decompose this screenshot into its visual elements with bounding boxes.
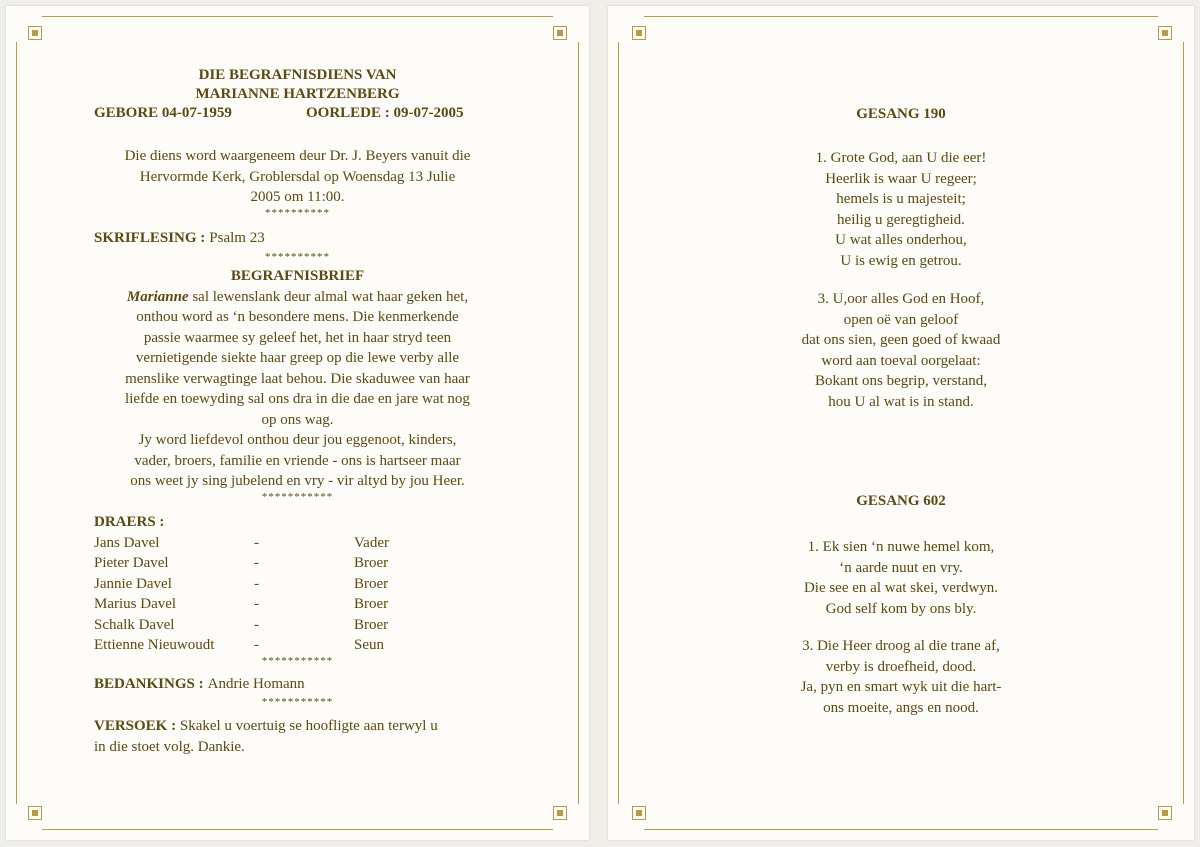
corner-ornament-icon — [28, 806, 42, 820]
bearers-section — [94, 512, 589, 656]
letter-line: ons weet jy sing jubelend en vry - vir altyd by jou Heer. — [130, 473, 465, 489]
verse-line: ‘n aarde nuut en vry. — [839, 559, 963, 576]
letter-line: vernietigende siekte haar greep op die lewe verby alle — [135, 350, 460, 366]
verse-line: Heerlik is waar U regeer; — [825, 170, 977, 187]
request-text: Skakel u voertuig se hoofligte aan terwyl u — [179, 718, 438, 734]
verse-line: 3. U,oor alles God en Hoof, — [817, 291, 985, 307]
bearer-dash: - — [254, 637, 259, 653]
hymn-602-verse-1 — [608, 537, 1194, 619]
life-dates — [6, 104, 589, 124]
verse-line: verby is droefheid, dood. — [825, 658, 977, 675]
verse-line: 3. Die Heer droog al die trane af, — [802, 638, 1000, 654]
bearer-row — [94, 553, 589, 574]
verse-line: 1. Grote God, aan U die eer! — [815, 150, 987, 166]
bearers-label: DRAERS : — [94, 514, 165, 530]
bearer-row — [94, 574, 589, 595]
verse-line: Bokant ons begrip, verstand, — [814, 373, 988, 389]
bearer-name: Schalk Davel — [94, 616, 175, 633]
verse-line: 1. Ek sien ‘n nuwe hemel kom, — [807, 539, 995, 555]
service-line: Hervormde Kerk, Groblersdal op Woensdag 13 Julie — [139, 168, 456, 185]
verse-line: hemels is u majesteit; — [836, 191, 966, 207]
divider-stars: ********** — [265, 251, 330, 263]
verse-line: ons moeite, angs en nood. — [823, 699, 979, 716]
funeral-letter — [6, 266, 589, 503]
request-section — [94, 716, 589, 757]
bearer-relation: Vader — [354, 534, 389, 551]
bearer-relation: Broer — [354, 555, 389, 571]
letter-line: vader, broers, familie en vriende - ons is hartseer maar — [134, 452, 461, 469]
service-line: 2005 om 11:00. — [250, 189, 345, 205]
bearer-name: Jans Davel — [94, 534, 160, 551]
bearer-row — [94, 533, 589, 554]
bearer-row — [94, 635, 589, 656]
bearer-relation: Broer — [354, 575, 389, 592]
verse-line: U wat alles onderhou, — [835, 232, 967, 248]
verse-line: heilig u geregtigheid. — [837, 211, 965, 228]
hymn-190-verse-1 — [608, 148, 1194, 271]
scripture-reading — [94, 228, 589, 249]
hymn-602 — [608, 493, 1194, 510]
bearer-dash: - — [254, 575, 259, 592]
bearer-row — [94, 615, 589, 636]
corner-ornament-icon — [553, 26, 567, 40]
left-page — [6, 6, 589, 840]
verse-line: dat ons sien, geen goed of kwaad — [801, 332, 1001, 348]
corner-ornament-icon — [632, 806, 646, 820]
bearer-row — [94, 594, 589, 615]
divider-stars: ********** — [265, 206, 330, 219]
deceased-name: MARIANNE HARTZENBERG — [195, 86, 400, 102]
verse-line: Ja, pyn en smart wyk uit die hart- — [800, 679, 1002, 695]
corner-ornament-icon — [1158, 26, 1172, 40]
letter-line: Jy word liefdevol onthou deur jou eggenoot, kinders, — [138, 432, 457, 448]
bearer-name: Ettienne Nieuwoudt — [94, 637, 215, 653]
bearer-relation: Seun — [354, 637, 384, 653]
thanks-label: BEDANKINGS : — [94, 676, 204, 692]
bearer-name: Marius Davel — [94, 596, 177, 612]
service-details — [6, 146, 589, 219]
letter-line — [6, 287, 589, 308]
right-page — [608, 6, 1194, 840]
verse-line: God self kom by ons bly. — [825, 600, 977, 617]
verse-line: U is ewig en getrou. — [840, 252, 962, 269]
request-line — [94, 716, 589, 737]
letter-line: passie waarmee sy geleef het, het in haar stryd teen — [143, 329, 452, 346]
died-date: OORLEDE : 09-07-2005 — [306, 105, 464, 121]
corner-ornament-icon — [553, 806, 567, 820]
request-line: in die stoet volg. Dankie. — [94, 738, 245, 755]
divider-stars: *********** — [261, 655, 334, 667]
service-title: DIE BEGRAFNISDIENS VAN — [198, 67, 397, 83]
bearer-dash: - — [254, 534, 259, 551]
corner-ornament-icon — [1158, 806, 1172, 820]
hymn-602-verse-3 — [608, 636, 1194, 718]
letter-name: Marianne — [126, 288, 189, 305]
corner-ornament-icon — [28, 26, 42, 40]
hymn-title: GESANG 602 — [856, 493, 946, 509]
born-date: GEBORE 04-07-1959 — [94, 105, 232, 121]
bearer-dash: - — [254, 596, 259, 612]
letter-heading: BEGRAFNISBRIEF — [230, 268, 365, 284]
thanks-section — [94, 674, 589, 695]
hymn-title: GESANG 190 — [856, 106, 946, 122]
bearer-relation: Broer — [354, 596, 389, 612]
letter-line: menslike verwagtinge laat behou. Die skaduwee van haar — [125, 370, 470, 387]
request-label: VERSOEK : — [94, 718, 177, 734]
scripture-label: SKRIFLESING : — [94, 230, 206, 246]
verse-line: word aan toeval oorgelaat: — [821, 352, 981, 369]
hymn-190-verse-3 — [608, 289, 1194, 412]
hymn-190 — [608, 106, 1194, 123]
bearer-relation: Broer — [354, 616, 389, 633]
thanks-value: Andrie Homann — [207, 676, 305, 692]
service-line: Die diens word waargeneem deur Dr. J. Beyers vanuit die — [124, 148, 471, 164]
bearer-dash: - — [254, 555, 259, 571]
divider-stars: *********** — [261, 696, 334, 708]
corner-ornament-icon — [632, 26, 646, 40]
letter-line: op ons wag. — [261, 411, 334, 428]
divider-stars: *********** — [261, 490, 334, 503]
verse-line: hou U al wat is in stand. — [828, 393, 974, 410]
verse-line: Die see en al wat skei, verdwyn. — [803, 580, 999, 596]
bearer-dash: - — [254, 616, 259, 633]
verse-line: open oë van geloof — [843, 311, 959, 328]
bearer-name: Pieter Davel — [94, 555, 169, 571]
bearer-name: Jannie Davel — [94, 575, 172, 592]
letter-line: onthou word as ‘n besondere mens. Die kenmerkende — [136, 309, 459, 325]
scripture-value: Psalm 23 — [209, 230, 265, 246]
letter-text: sal lewenslank deur almal wat haar geken het, — [192, 288, 469, 305]
letter-line: liefde en toewyding sal ons dra in die dae en jare wat nog — [125, 391, 470, 407]
